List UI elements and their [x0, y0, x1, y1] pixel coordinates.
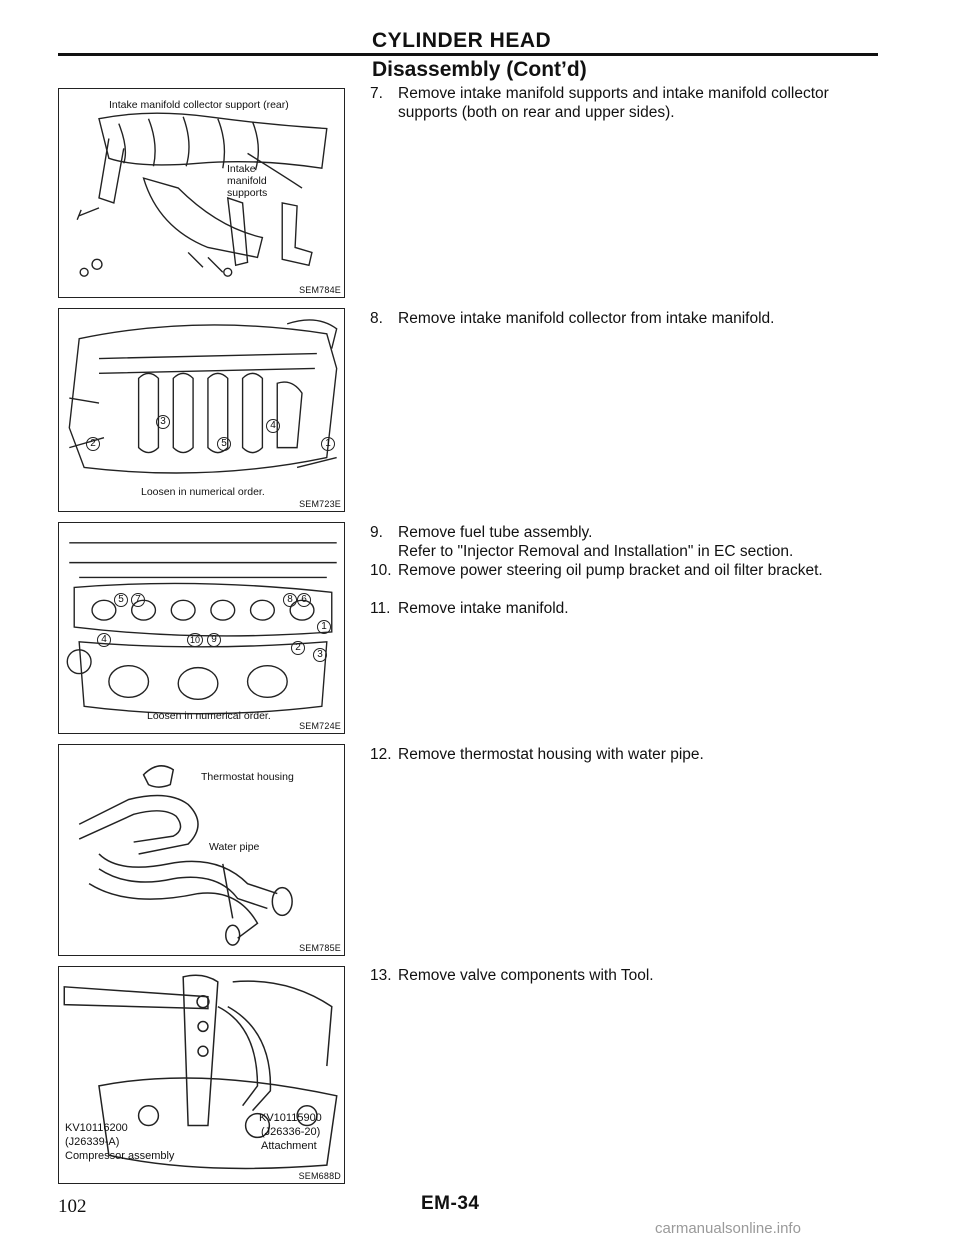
order-number: 5	[114, 593, 128, 607]
step-12	[370, 745, 882, 764]
step-text: Remove intake manifold supports and intake manifold collector supports (both on rear and upper sides).	[398, 85, 829, 121]
step-number: 12.	[370, 746, 392, 763]
figure-intake-supports	[58, 88, 345, 298]
step-number: 7.	[370, 85, 383, 102]
figure-label: Attachment	[261, 1140, 317, 1152]
figure-valve-tool	[58, 966, 345, 1184]
order-number: 8	[283, 593, 297, 607]
figure-code: SEM688D	[298, 1171, 341, 1181]
figure-thermostat	[58, 744, 345, 956]
order-number: 10	[187, 633, 203, 647]
figure-label: Intake manifold supports	[227, 163, 268, 199]
page-number: 102	[58, 1196, 87, 1217]
order-number: 6	[297, 593, 311, 607]
tool-number: KV10115900	[259, 1112, 322, 1124]
page-subtitle: Disassembly (Cont’d)	[372, 58, 587, 81]
step-number: 10.	[370, 562, 392, 579]
figure-code: SEM723E	[299, 499, 341, 509]
step-text: Remove valve components with Tool.	[398, 967, 654, 984]
step-text: Remove intake manifold.	[398, 600, 569, 617]
step-subtext: Refer to "Injector Removal and Installation" in EC section.	[398, 543, 794, 560]
figure-collector-loosen	[58, 308, 345, 512]
step-8	[370, 309, 882, 328]
order-number: 2	[86, 437, 100, 451]
step-number: 8.	[370, 310, 383, 327]
order-number: 9	[207, 633, 221, 647]
step-7	[370, 84, 882, 122]
tool-number: (J26339-A)	[65, 1136, 120, 1148]
step-number: 13.	[370, 967, 392, 984]
figure-code: SEM724E	[299, 721, 341, 731]
step-text: Remove power steering oil pump bracket and oil filter bracket.	[398, 562, 823, 579]
figure-code: SEM784E	[299, 285, 341, 295]
figure-manifold-loosen	[58, 522, 345, 734]
figure-label: Loosen in numerical order.	[141, 486, 265, 498]
tool-number: (J26336-20)	[261, 1126, 321, 1138]
order-number: 5	[217, 437, 231, 451]
step-13	[370, 966, 882, 985]
step-9	[370, 523, 882, 561]
order-number: 3	[313, 648, 327, 662]
manifold-drawing	[59, 523, 344, 733]
order-number: 7	[131, 593, 145, 607]
header-rule	[58, 53, 878, 56]
step-number: 9.	[370, 524, 383, 541]
step-number: 11.	[370, 600, 391, 617]
section-page-code: EM-34	[421, 1193, 480, 1214]
section-title: CYLINDER HEAD	[372, 29, 552, 52]
order-number: 4	[97, 633, 111, 647]
step-text: Remove fuel tube assembly.	[398, 524, 593, 541]
tool-number: KV10116200	[65, 1122, 128, 1134]
order-number: 1	[321, 437, 335, 451]
figure-label: Intake manifold collector support (rear)	[109, 99, 289, 111]
figure-label: Loosen in numerical order.	[147, 710, 271, 722]
intake-supports-drawing	[59, 89, 344, 297]
order-number: 3	[156, 415, 170, 429]
order-number: 2	[291, 641, 305, 655]
step-10	[370, 561, 882, 580]
order-number: 4	[266, 419, 280, 433]
step-11	[370, 599, 882, 618]
figure-label: Thermostat housing	[201, 771, 294, 783]
watermark-text: carmanualsonline.info	[655, 1220, 801, 1237]
step-text: Remove intake manifold collector from intake manifold.	[398, 310, 775, 327]
collector-drawing	[59, 309, 344, 511]
step-text: Remove thermostat housing with water pipe.	[398, 746, 704, 763]
figure-label: Water pipe	[209, 841, 260, 853]
figure-label: Compressor assembly	[65, 1150, 175, 1162]
figure-code: SEM785E	[299, 943, 341, 953]
order-number: 1	[317, 620, 331, 634]
